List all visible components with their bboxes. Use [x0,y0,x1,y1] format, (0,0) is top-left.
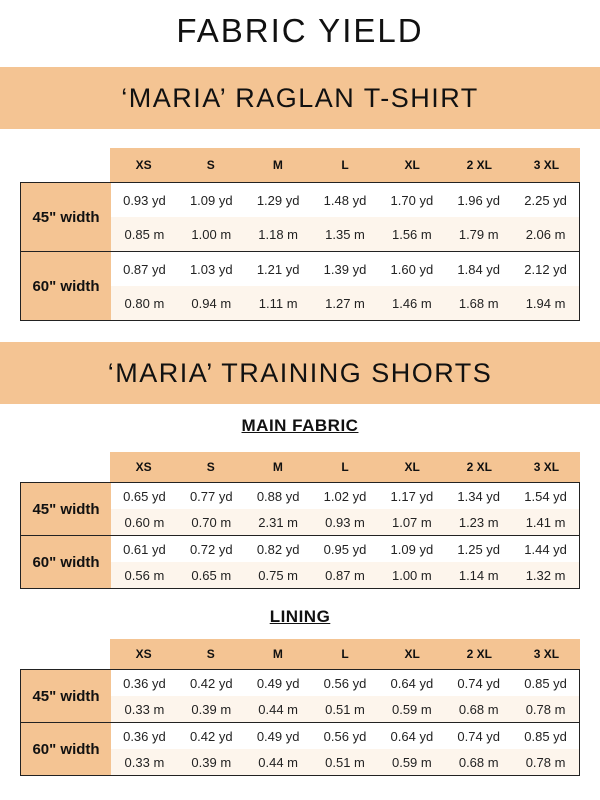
width-label: 60" width [21,252,111,320]
yield-cell: 1.03 yd [189,261,233,277]
yield-cell: 0.65 yd [123,488,166,504]
yield-cell: 1.44 yd [524,541,567,557]
meters-row [111,562,579,588]
size-header-row [110,452,580,482]
yield-cell: 0.70 m [191,514,232,530]
yield-cell: 0.44 m [258,701,299,717]
yield-cell: 1.79 m [458,226,499,242]
yield-cell: 0.64 yd [390,728,434,744]
page-title: FABRIC YIELD [176,12,424,49]
yield-cell: 0.56 yd [323,728,367,744]
shorts-heading-band [0,342,600,404]
yield-cell: 0.51 m [325,754,365,770]
width-label: 45" width [21,670,111,722]
yield-cell: 0.74 yd [457,728,501,744]
yield-cell: 0.33 m [124,754,165,770]
lining-subheading: LINING [269,607,331,626]
tshirt-heading-band [0,67,600,129]
yield-cell: 0.39 m [191,701,232,717]
yield-cell: 1.18 m [258,226,299,242]
yards-row [111,536,579,562]
size-header-cell: XS [135,647,152,661]
yield-cell: 1.48 yd [323,192,367,208]
width-group [20,723,580,776]
yield-cell: 0.61 yd [123,541,166,557]
size-header-row [110,148,580,182]
size-header-cell: 3 XL [533,460,560,474]
main-fabric-subheading: MAIN FABRIC [241,416,359,435]
yield-cell: 1.27 m [325,295,365,311]
shorts-heading: ‘MARIA’ TRAINING SHORTS [107,357,493,388]
width-group [20,669,580,723]
yield-cell: 1.56 m [391,226,432,242]
size-header-cell: 2 XL [466,158,492,172]
size-header-cell: M [272,647,283,661]
size-header-cell: 2 XL [466,460,492,474]
yards-row [111,723,579,749]
yield-cell: 1.00 m [391,567,432,583]
yield-cell: 2.31 m [258,514,299,530]
yield-cell: 0.56 yd [323,675,367,691]
yield-cell: 1.34 yd [457,488,501,504]
yield-cell: 0.88 yd [256,488,300,504]
yield-cell: 0.85 yd [524,675,567,691]
yield-cell: 2.25 yd [524,192,567,208]
yield-rows [111,483,579,535]
size-header-cell: XS [135,460,152,474]
width-group [20,482,580,536]
size-header-cell: L [341,647,349,661]
yield-cell: 1.46 m [391,295,432,311]
yield-cell: 1.14 m [458,567,499,583]
yield-cell: 1.84 yd [457,261,501,277]
yield-cell: 0.74 yd [457,675,501,691]
yield-rows [111,670,579,722]
yards-row [111,670,579,696]
yield-cell: 1.21 yd [256,261,300,277]
yield-cell: 0.49 yd [256,728,300,744]
width-group [20,252,580,321]
size-header-cell: 2 XL [466,647,492,661]
yield-cell: 0.65 m [191,567,232,583]
yield-cell: 0.77 yd [189,488,233,504]
yield-cell: 1.54 yd [524,488,567,504]
width-label: 60" width [21,536,111,588]
yield-rows [111,252,579,320]
yield-cell: 0.94 m [191,295,232,311]
yield-cell: 1.60 yd [390,261,434,277]
size-header-cell: 3 XL [533,647,560,661]
yield-cell: 1.94 m [525,295,566,311]
width-group [20,182,580,252]
size-header-cell: S [206,647,215,661]
yield-cell: 1.09 yd [390,541,434,557]
yield-cell: 0.60 m [124,514,165,530]
yield-cell: 0.42 yd [189,675,233,691]
meters-row [111,696,579,722]
size-header-cell: S [206,158,215,172]
meters-row [111,217,579,251]
yield-cell: 0.51 m [325,701,365,717]
yards-row [111,183,579,217]
yield-rows [111,536,579,588]
tshirt-heading: ‘MARIA’ RAGLAN T-SHIRT [121,82,479,113]
tshirt-yield-table [20,148,580,321]
yield-cell: 2.12 yd [524,261,567,277]
meters-row [111,509,579,535]
yield-cell: 1.96 yd [457,192,501,208]
yield-cell: 1.39 yd [323,261,367,277]
size-header-cell: L [341,460,349,474]
size-header-cell: L [341,158,349,172]
yield-cell: 0.93 m [325,514,365,530]
yield-cell: 0.78 m [525,701,566,717]
size-header-cell: XS [135,158,152,172]
yield-cell: 0.93 yd [123,192,166,208]
size-header-cell: XL [404,647,420,661]
yield-cell: 1.41 m [525,514,566,530]
yield-cell: 0.78 m [525,754,566,770]
yield-cell: 0.85 m [124,226,165,242]
width-label: 45" width [21,183,111,251]
yards-row [111,483,579,509]
yield-cell: 0.56 m [124,567,165,583]
meters-row [111,286,579,320]
width-label: 45" width [21,483,111,535]
yield-cell: 0.80 m [124,295,165,311]
yield-cell: 1.09 yd [189,192,233,208]
yield-cell: 0.72 yd [189,541,233,557]
width-group [20,536,580,589]
yield-cell: 0.39 m [191,754,232,770]
yield-cell: 1.02 yd [323,488,367,504]
yield-cell: 1.00 m [191,226,232,242]
yield-cell: 0.68 m [458,701,499,717]
meters-row [111,749,579,775]
yield-cell: 0.42 yd [189,728,233,744]
yield-cell: 0.85 yd [524,728,567,744]
size-header-row [110,639,580,669]
yield-cell: 1.35 m [325,226,365,242]
yield-cell: 1.25 yd [457,541,501,557]
yield-cell: 0.68 m [458,754,499,770]
yield-cell: 1.68 m [458,295,499,311]
yield-cell: 0.59 m [391,754,432,770]
size-header-cell: S [206,460,215,474]
yield-cell: 1.23 m [458,514,499,530]
size-header-cell: XL [404,460,420,474]
size-header-cell: M [272,158,283,172]
size-header-cell: XL [404,158,420,172]
yield-cell: 1.29 yd [256,192,300,208]
yield-cell: 0.64 yd [390,675,434,691]
yield-cell: 0.95 yd [323,541,367,557]
yield-rows [111,183,579,251]
yield-cell: 1.11 m [258,295,298,311]
lining-yield-table [20,639,580,776]
yield-rows [111,723,579,775]
main-fabric-yield-table [20,452,580,589]
yield-cell: 2.06 m [525,226,566,242]
yield-cell: 0.44 m [258,754,299,770]
size-header-cell: 3 XL [533,158,560,172]
yield-cell: 0.75 m [258,567,299,583]
yield-cell: 0.36 yd [123,728,166,744]
size-header-cell: M [272,460,283,474]
yield-cell: 0.36 yd [123,675,166,691]
yield-cell: 0.33 m [124,701,165,717]
yield-cell: 1.32 m [525,567,566,583]
yield-cell: 0.82 yd [256,541,300,557]
width-label: 60" width [21,723,111,775]
yield-cell: 0.87 yd [123,261,166,277]
yield-cell: 0.49 yd [256,675,300,691]
yield-cell: 1.17 yd [390,488,434,504]
yield-cell: 0.87 m [325,567,365,583]
yield-cell: 1.07 m [391,514,432,530]
yield-cell: 1.70 yd [390,192,434,208]
yards-row [111,252,579,286]
yield-cell: 0.59 m [391,701,432,717]
